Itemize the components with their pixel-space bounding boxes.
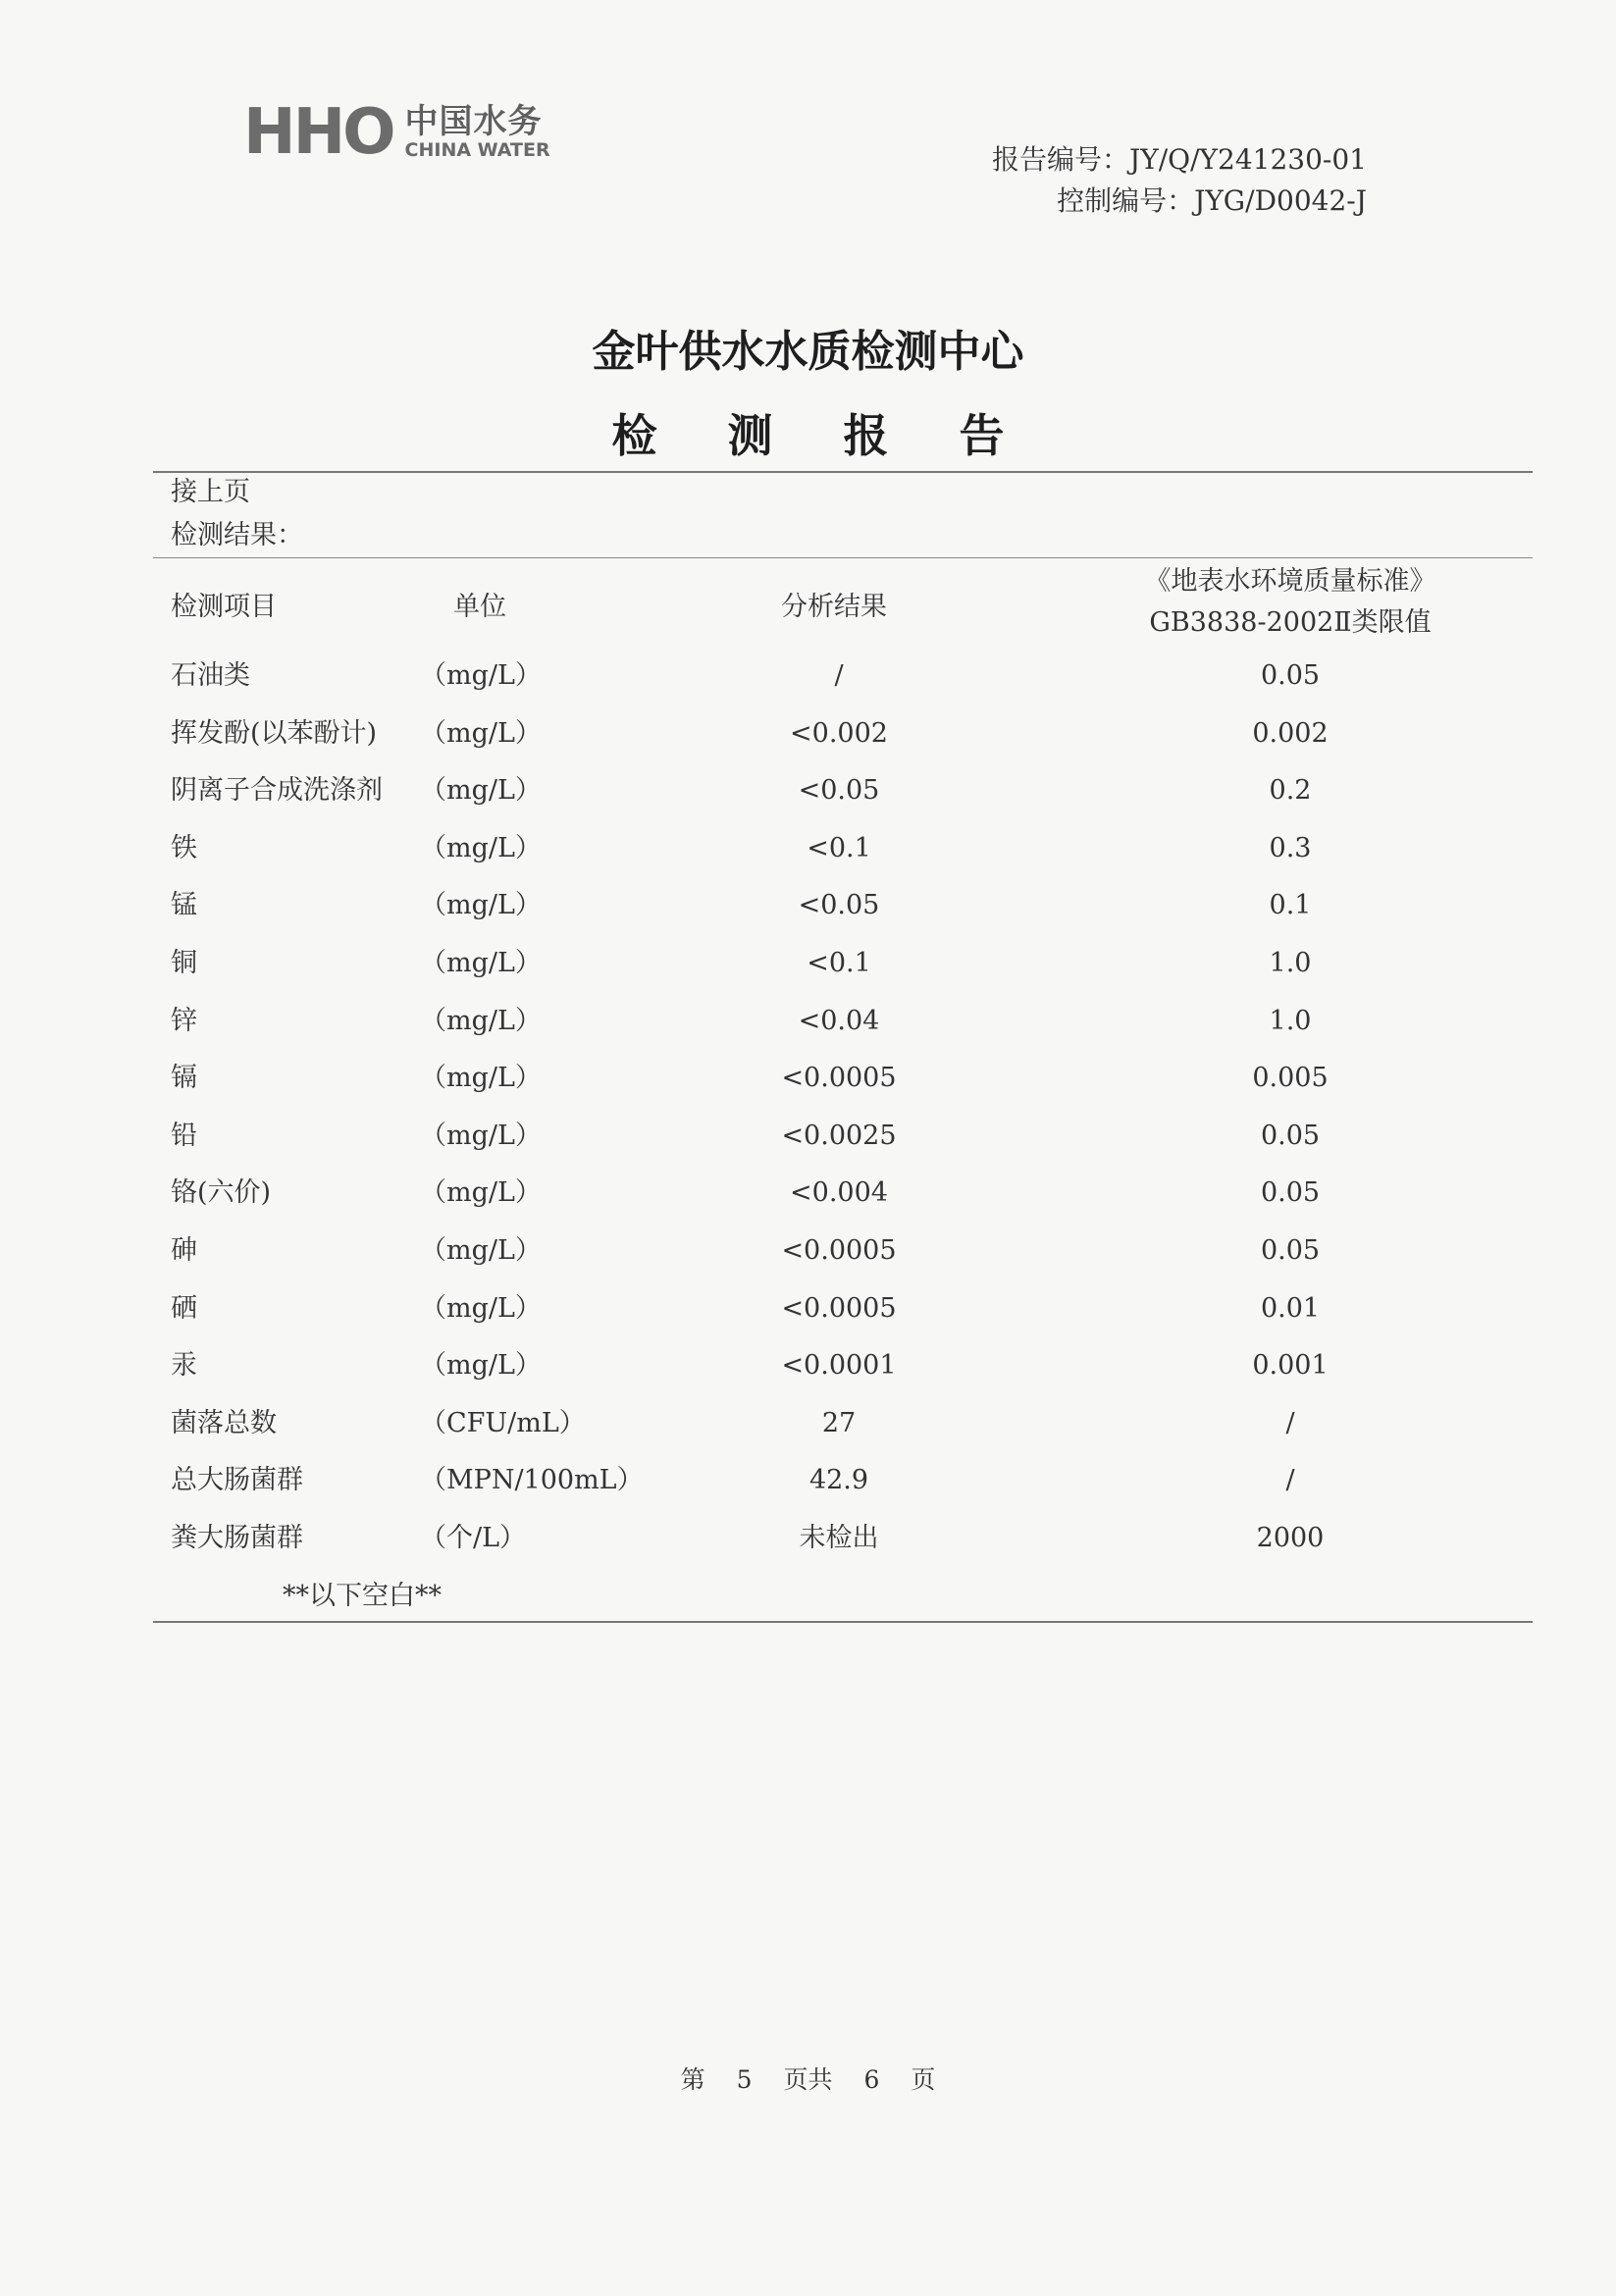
top-divider: [153, 471, 1533, 473]
table-row: [0, 1165, 1616, 1222]
item-unit: （mg/L）: [420, 1177, 542, 1209]
item-unit: （mg/L）: [420, 948, 542, 978]
item-result: 42.9: [808, 1465, 869, 1496]
blank-below-note: **以下空白**: [283, 1581, 442, 1611]
item-result: <0.0001: [781, 1350, 897, 1382]
item-result: 未检出: [799, 1523, 879, 1553]
item-limit: 0.001: [1252, 1350, 1329, 1382]
item-name: 铜: [171, 948, 197, 978]
bottom-divider: [153, 1621, 1533, 1623]
page-footer: [0, 2061, 1616, 2096]
item-unit: （CFU/mL）: [420, 1407, 586, 1438]
footer-prefix: 第: [680, 2065, 705, 2094]
item-unit: （mg/L）: [420, 1292, 542, 1324]
item-name: 镉: [171, 1063, 197, 1094]
item-result: /: [834, 660, 844, 691]
item-limit: 2000: [1256, 1523, 1325, 1553]
item-unit: （mg/L）: [420, 1350, 542, 1382]
item-result: <0.05: [798, 890, 880, 921]
header-unit: 单位: [453, 592, 506, 622]
header-result: 分析结果: [781, 592, 887, 622]
table-row: [0, 1108, 1616, 1165]
table-row: [0, 820, 1616, 877]
table-row: [0, 1452, 1616, 1509]
current-page: 5: [736, 2065, 753, 2094]
item-limit: 0.05: [1260, 1120, 1321, 1151]
organization-title: 金叶供水水质检测中心: [592, 327, 1024, 377]
item-name: 粪大肠菌群: [171, 1523, 303, 1553]
logo-chinese-name: 中国水务: [404, 102, 543, 141]
item-unit: （MPN/100mL）: [420, 1465, 644, 1496]
item-result: <0.004: [790, 1177, 888, 1209]
item-result: <0.0005: [781, 1063, 897, 1094]
item-limit: 1.0: [1269, 1005, 1312, 1036]
header-item: 检测项目: [171, 592, 277, 622]
item-unit: （mg/L）: [420, 775, 542, 807]
item-result: <0.1: [807, 832, 871, 863]
item-result: <0.0025: [781, 1120, 897, 1151]
item-limit: 0.05: [1260, 1235, 1321, 1266]
header-standard: [1114, 561, 1467, 644]
item-result: <0.0005: [781, 1235, 897, 1266]
item-limit: /: [1285, 1407, 1295, 1438]
item-unit: （mg/L）: [420, 717, 542, 749]
item-unit: （mg/L）: [420, 1235, 542, 1266]
item-name: 硒: [171, 1292, 197, 1324]
item-name: 砷: [171, 1235, 197, 1266]
table-row: [0, 762, 1616, 819]
item-limit: 0.2: [1269, 775, 1312, 807]
item-unit: （mg/L）: [420, 660, 542, 691]
continued-label: 接上页: [171, 477, 250, 507]
results-label: 检测结果：: [171, 520, 303, 550]
company-logo: [243, 98, 550, 167]
item-result: <0.05: [798, 775, 880, 807]
item-name: 锰: [171, 890, 197, 921]
item-name: 挥发酚(以苯酚计): [171, 717, 378, 749]
table-row: [0, 1510, 1616, 1567]
item-name: 铅: [171, 1120, 197, 1151]
item-unit: （个/L）: [420, 1523, 527, 1553]
header-standard-code: GB3838-2002Ⅱ类限值: [1149, 607, 1432, 638]
table-row: [0, 1280, 1616, 1337]
item-limit: 0.005: [1252, 1063, 1329, 1094]
table-row: [0, 1050, 1616, 1107]
item-limit: /: [1285, 1465, 1295, 1496]
footer-middle: 页共: [783, 2065, 833, 2094]
item-limit: 1.0: [1269, 948, 1312, 978]
item-unit: （mg/L）: [420, 1063, 542, 1094]
table-row: [0, 1395, 1616, 1452]
item-name: 铁: [171, 832, 197, 863]
header-divider: [153, 557, 1533, 558]
table-row: [0, 705, 1616, 762]
total-pages: 6: [863, 2065, 880, 2094]
item-limit: 0.05: [1260, 1177, 1321, 1209]
item-result: <0.0005: [781, 1292, 897, 1324]
item-name: 锌: [171, 1005, 197, 1036]
report-number: 报告编号：JY/Q/Y241230-01: [992, 143, 1367, 176]
item-name: 总大肠菌群: [171, 1465, 303, 1496]
table-row: [0, 648, 1616, 704]
item-limit: 0.002: [1252, 717, 1329, 749]
item-unit: （mg/L）: [420, 1005, 542, 1036]
item-unit: （mg/L）: [420, 890, 542, 921]
table-row: [0, 935, 1616, 992]
footer-suffix: 页: [911, 2065, 936, 2094]
item-limit: 0.01: [1260, 1292, 1321, 1324]
item-name: 铬(六价): [171, 1177, 272, 1209]
item-result: <0.04: [798, 1005, 880, 1036]
item-unit: （mg/L）: [420, 832, 542, 863]
item-limit: 0.05: [1260, 660, 1321, 691]
logo-mark: HHO: [243, 96, 393, 169]
item-result: <0.1: [807, 948, 871, 978]
logo-english-name: CHINA WATER: [404, 139, 550, 161]
item-result: <0.002: [790, 717, 888, 749]
item-limit: 0.1: [1269, 890, 1312, 921]
table-row: [0, 877, 1616, 934]
table-row: [0, 993, 1616, 1050]
item-result: 27: [821, 1407, 857, 1438]
header-standard-name: 《地表水环境质量标准》: [1144, 566, 1436, 597]
report-title: 检 测 报 告: [611, 409, 1032, 462]
item-name: 菌落总数: [171, 1407, 277, 1438]
item-name: 石油类: [171, 660, 250, 691]
item-limit: 0.3: [1269, 832, 1312, 863]
control-number: 控制编号：JYG/D0042-J: [1057, 184, 1367, 217]
item-name: 阴离子合成洗涤剂: [171, 775, 383, 807]
report-meta: [992, 139, 1367, 222]
item-unit: （mg/L）: [420, 1120, 542, 1151]
table-row: [0, 1337, 1616, 1394]
table-row: [0, 1223, 1616, 1279]
item-name: 汞: [171, 1350, 197, 1382]
